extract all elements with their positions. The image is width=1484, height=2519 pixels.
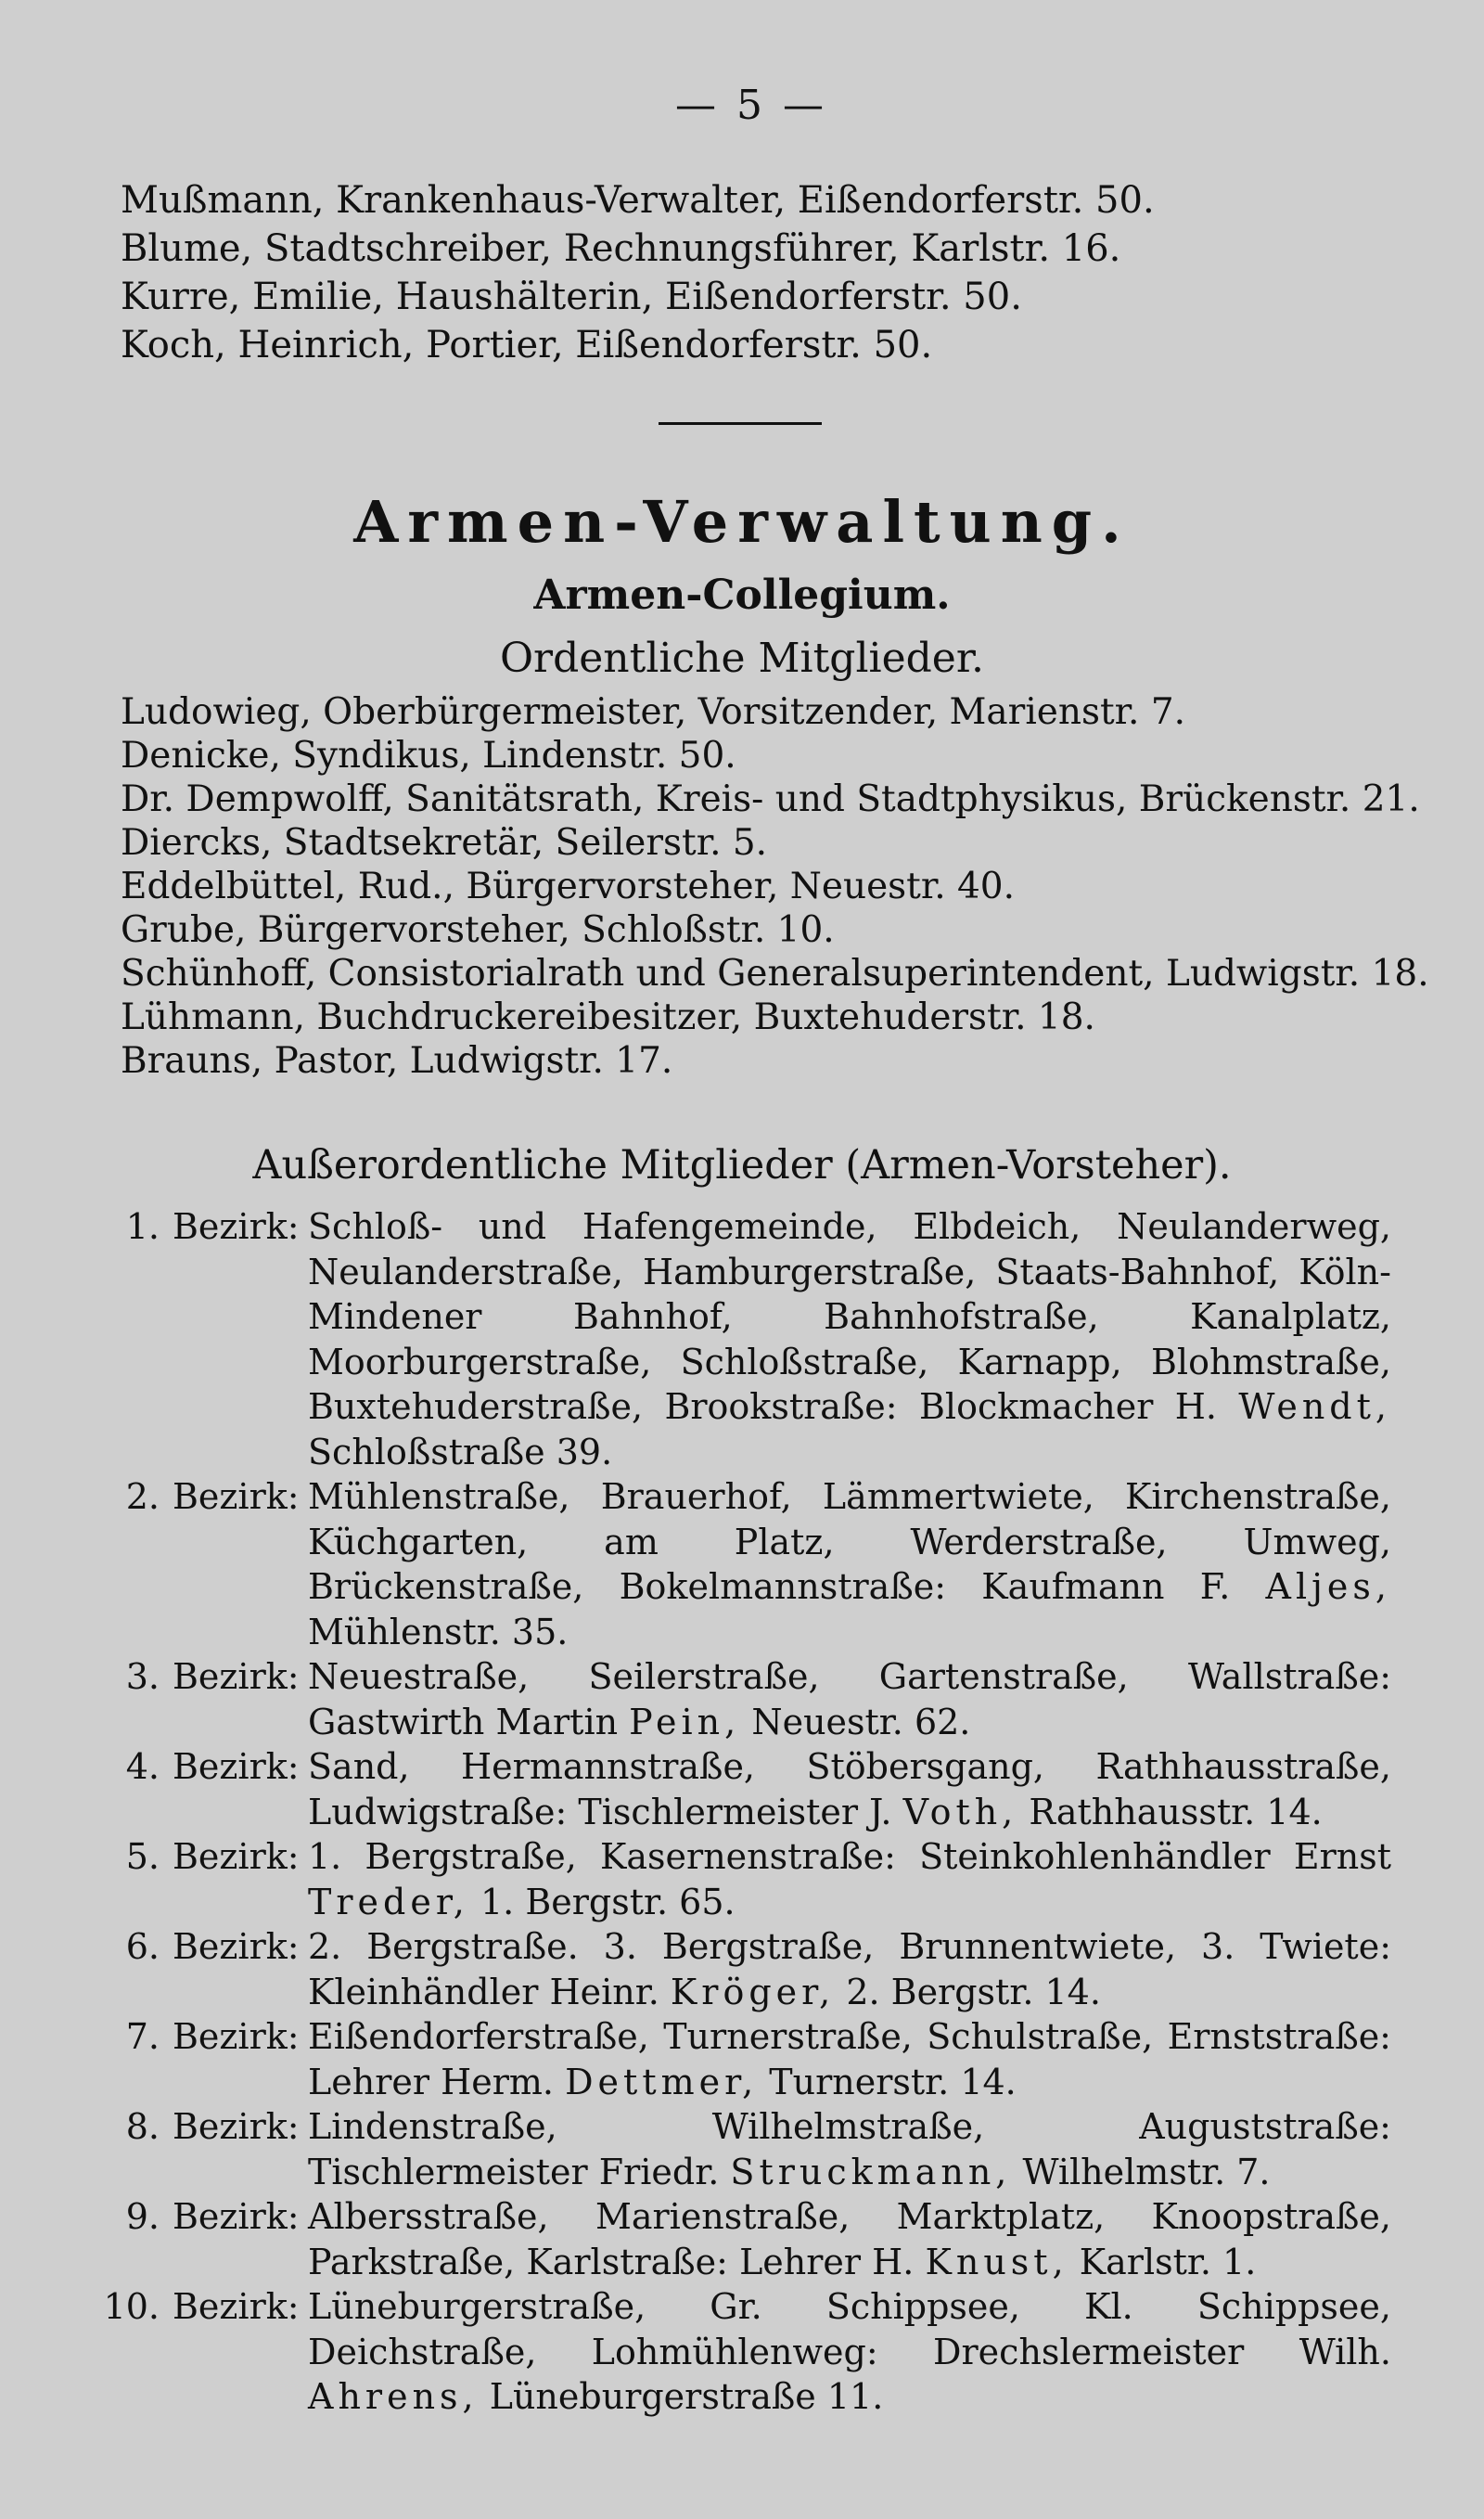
member-entry: Schünhoff, Consistorialrath und Generalsuperintendent, Ludwigstr. 18. [121, 953, 1429, 995]
district-person-name: Knust, [925, 2241, 1068, 2282]
district-person-name: Treder, [308, 1881, 469, 1922]
district-number: 1. [125, 1206, 160, 1247]
district-person-prefix: Gastwirth Martin [308, 1701, 619, 1742]
district-streets: 1. Bergstraße, Kasernenstraße: [308, 1836, 896, 1877]
district-number: 5. [125, 1836, 160, 1877]
district-description [308, 2014, 1391, 2104]
district-streets: Sand, Hermannstraße, Stöbersgang, Rathhausstraße, Ludwigstraße: [308, 1746, 1391, 1832]
district-person-name: Ahrens, [308, 2376, 479, 2417]
district-streets: Eißendorferstraße, Turnerstraße, Schulstraße, Ernststraße: [308, 2016, 1391, 2057]
district-number: 9. [125, 2196, 160, 2237]
district-description [308, 1924, 1391, 2014]
district-streets: Neuestraße, Seilerstraße, Gartenstraße, Wallstraße: [308, 1656, 1391, 1697]
district-address: 2. Bergstr. 14. [846, 1971, 1101, 2012]
section-title: Armen-Verwaltung. [353, 488, 1131, 556]
ordinary-members-list [121, 690, 1429, 1083]
district-number: 3. [125, 1656, 160, 1697]
district-entry [93, 2104, 1391, 2194]
hospital-staff-list [121, 176, 1401, 369]
district-entry [93, 2284, 1391, 2420]
district-number: 2. [125, 1476, 160, 1517]
district-person-name: Wendt, [1238, 1386, 1391, 1427]
district-entry [93, 1924, 1391, 2014]
district-address: Turnerstr. 14. [769, 2061, 1017, 2102]
district-person-name: Struckmann, [730, 2151, 1012, 2192]
staff-entry: Mußmann, Krankenhaus-Verwalter, Eißendorferstr. 50. [121, 179, 1155, 222]
district-label: Bezirk: [173, 1926, 300, 1967]
district-person-prefix: Tischlermeister Friedr. [308, 2151, 720, 2192]
district-description [308, 2104, 1391, 2194]
district-label: Bezirk: [173, 1476, 300, 1517]
member-entry: Eddelbüttel, Rud., Bürgervorsteher, Neuestr. 40. [121, 866, 1016, 907]
district-streets: Lindenstraße, Wilhelmstraße, Auguststraße: [308, 2106, 1391, 2147]
district-streets: Schloß- und Hafengemeinde, Elbdeich, Neulanderweg, Neulanderstraße, Hamburgerstraße, Staats-Bahnhof, Köln-Mindener Bahnhof, Bahnhofstraße, Kanalplatz, Moorburgerstraße, Schloßstraße, Karnapp, Blohmstraße, Buxtehuderstraße, Brookstraße: [308, 1206, 1391, 1427]
member-entry: Brauns, Pastor, Ludwigstr. 17. [121, 1040, 673, 1082]
member-entry: Dr. Dempwolff, Sanitätsrath, Kreis- und Stadtphysikus, Brückenstr. 21. [121, 778, 1420, 820]
district-number: 6. [125, 1926, 160, 1967]
district-streets: Mühlenstraße, Brauerhof, Lämmertwiete, Kirchenstraße, Küchgarten, am Platz, Werderstraße, Umweg, Brückenstraße, Bokelmannstraße: [308, 1476, 1391, 1607]
staff-entry: Kurre, Emilie, Haushälterin, Eißendorferstr. 50. [121, 276, 1022, 318]
section-divider [659, 422, 822, 425]
district-entry [93, 1654, 1391, 1744]
page-number: — 5 — [675, 82, 827, 129]
district-label: Bezirk: [173, 1746, 300, 1787]
member-entry: Lühmann, Buchdruckereibesitzer, Buxtehuderstr. 18. [121, 996, 1095, 1038]
district-streets: 2. Bergstraße. 3. Bergstraße, Brunnentwiete, 3. Twiete: [308, 1926, 1391, 1967]
district-description [308, 2284, 1391, 2420]
district-number: 10. [103, 2286, 160, 2327]
district-person-name: Aljes, [1265, 1566, 1391, 1607]
district-streets: Lüneburgerstraße, Gr. Schippsee, Kl. Schippsee, Deichstraße, Lohmühlenweg: [308, 2286, 1391, 2372]
district-label: Bezirk: [173, 2286, 300, 2327]
district-number: 7. [125, 2016, 160, 2057]
district-person-prefix: Tischlermeister J. [578, 1791, 892, 1832]
district-person-name: Pein, [629, 1701, 741, 1742]
district-address: Schloßstraße 39. [308, 1431, 613, 1472]
district-person-prefix: Kleinhändler Heinr. [308, 1971, 659, 2012]
district-address: Karlstr. 1. [1079, 2241, 1257, 2282]
member-entry: Ludowieg, Oberbürgermeister, Vorsitzender, Marienstr. 7. [121, 691, 1186, 733]
district-number: 4. [125, 1746, 160, 1787]
district-label: Bezirk: [173, 2196, 300, 2237]
district-person-prefix: Kaufmann F. [981, 1566, 1231, 1607]
district-description [308, 1474, 1391, 1654]
district-person-name: Kröger, [670, 1971, 836, 2012]
ordinary-members-heading: Ordentliche Mitglieder. [499, 635, 985, 682]
member-entry: Grube, Bürgervorsteher, Schloßstr. 10. [121, 909, 835, 951]
district-address: Wilhelmstr. 7. [1022, 2151, 1271, 2192]
district-label: Bezirk: [173, 1836, 300, 1877]
extraordinary-members-heading: Außerordentliche Mitglieder (Armen-Vorsteher). [252, 1142, 1232, 1189]
district-address: Rathhausstr. 14. [1029, 1791, 1323, 1832]
district-entry [93, 1834, 1391, 1924]
district-person-prefix: Steinkohlenhändler Ernst [919, 1836, 1392, 1877]
district-address: Neuestr. 62. [751, 1701, 971, 1742]
district-person-prefix: Blockmacher H. [919, 1386, 1217, 1427]
district-address: Lüneburgerstraße 11. [489, 2376, 884, 2417]
district-entry [93, 1744, 1391, 1834]
district-entry [93, 1204, 1391, 1474]
district-entry [93, 1474, 1391, 1654]
district-address: 1. Bergstr. 65. [480, 1881, 736, 1922]
member-entry: Denicke, Syndikus, Lindenstr. 50. [121, 735, 736, 777]
district-person-name: Voth, [902, 1791, 1018, 1832]
district-description [308, 1834, 1391, 1924]
district-description [308, 1744, 1391, 1834]
district-label: Bezirk: [173, 2106, 300, 2147]
district-number: 8. [125, 2106, 160, 2147]
district-label: Bezirk: [173, 1206, 300, 1247]
district-person-name: Dettmer, [565, 2061, 759, 2102]
staff-entry: Blume, Stadtschreiber, Rechnungsführer, Karlstr. 16. [121, 227, 1121, 270]
member-entry: Diercks, Stadtsekretär, Seilerstr. 5. [121, 822, 768, 864]
district-person-prefix: Lehrer H. [739, 2241, 915, 2282]
subsection-title: Armen-Collegium. [533, 572, 951, 619]
district-label: Bezirk: [173, 1656, 300, 1697]
district-person-prefix: Lehrer Herm. [308, 2061, 554, 2102]
district-label: Bezirk: [173, 2016, 300, 2057]
district-entry [93, 2014, 1391, 2104]
district-description [308, 2194, 1391, 2284]
district-streets: Albersstraße, Marienstraße, Marktplatz, Knoopstraße, Parkstraße, Karlstraße: [308, 2196, 1391, 2282]
district-address: Mühlenstr. 35. [308, 1611, 569, 1652]
district-person-prefix: Drechslermeister Wilh. [933, 2331, 1391, 2372]
district-list [93, 1204, 1391, 2420]
staff-entry: Koch, Heinrich, Portier, Eißendorferstr. 50. [121, 324, 933, 366]
district-description [308, 1654, 1391, 1744]
district-description [308, 1204, 1391, 1474]
district-entry [93, 2194, 1391, 2284]
